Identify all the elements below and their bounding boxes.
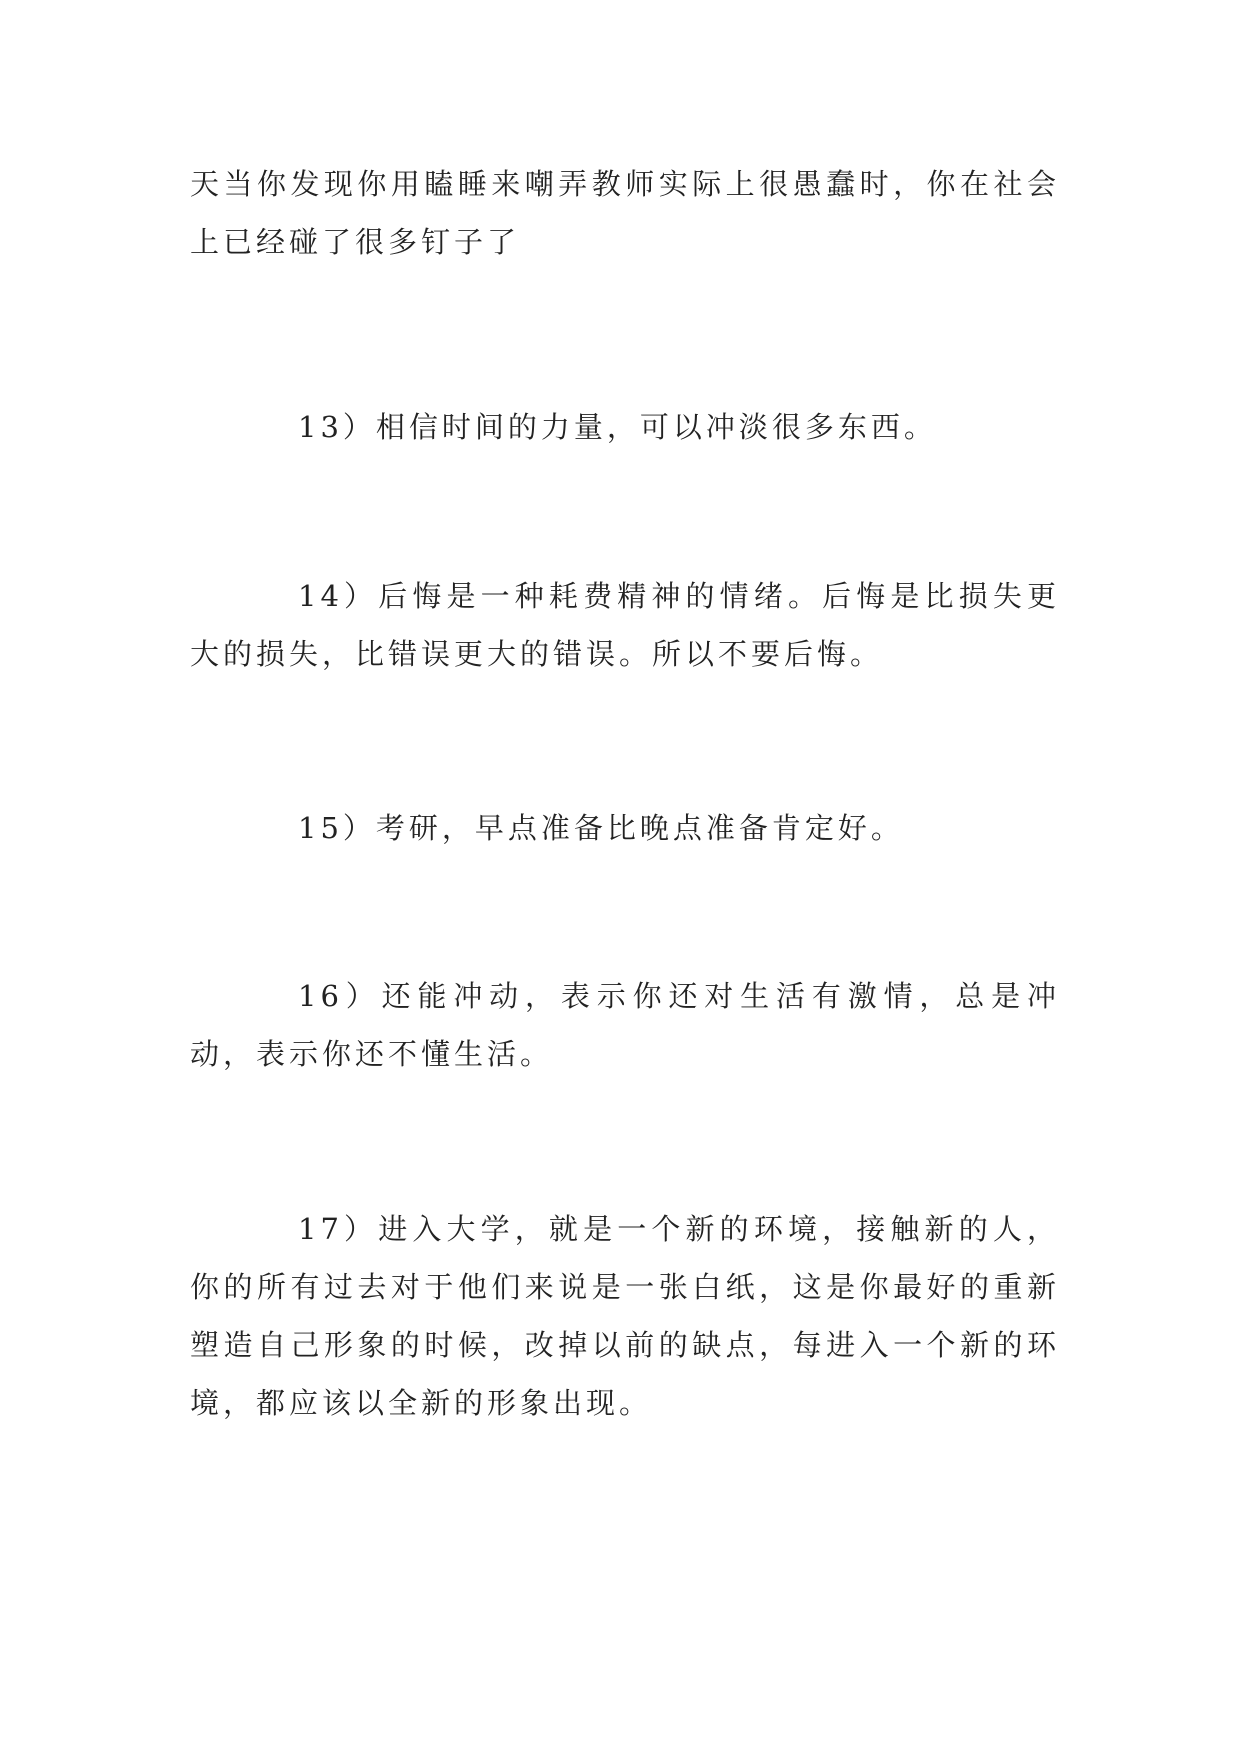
paragraph-item-14: 14）后悔是一种耗费精神的情绪。后悔是比损失更大的损失，比错误更大的错误。所以不要后悔。 <box>190 579 1060 671</box>
paragraph-continuation: 天当你发现你用瞌睡来嘲弄教师实际上很愚蠢时，你在社会上已经碰了很多钉子了 <box>190 167 1060 259</box>
paragraph-item-17: 17）进入大学，就是一个新的环境，接触新的人，你的所有过去对于他们来说是一张白纸，这是你最好的重新塑造自己形象的时候，改掉以前的缺点，每进入一个新的环境，都应该以全新的形象出现。 <box>190 1212 1060 1420</box>
paragraph-item-15: 15）考研，早点准备比晚点准备肯定好。 <box>298 811 904 845</box>
paragraph-item-13: 13）相信时间的力量，可以冲淡很多东西。 <box>298 410 937 444</box>
paragraph-item-16: 16）还能冲动，表示你还对生活有激情，总是冲动，表示你还不懂生活。 <box>190 979 1060 1071</box>
